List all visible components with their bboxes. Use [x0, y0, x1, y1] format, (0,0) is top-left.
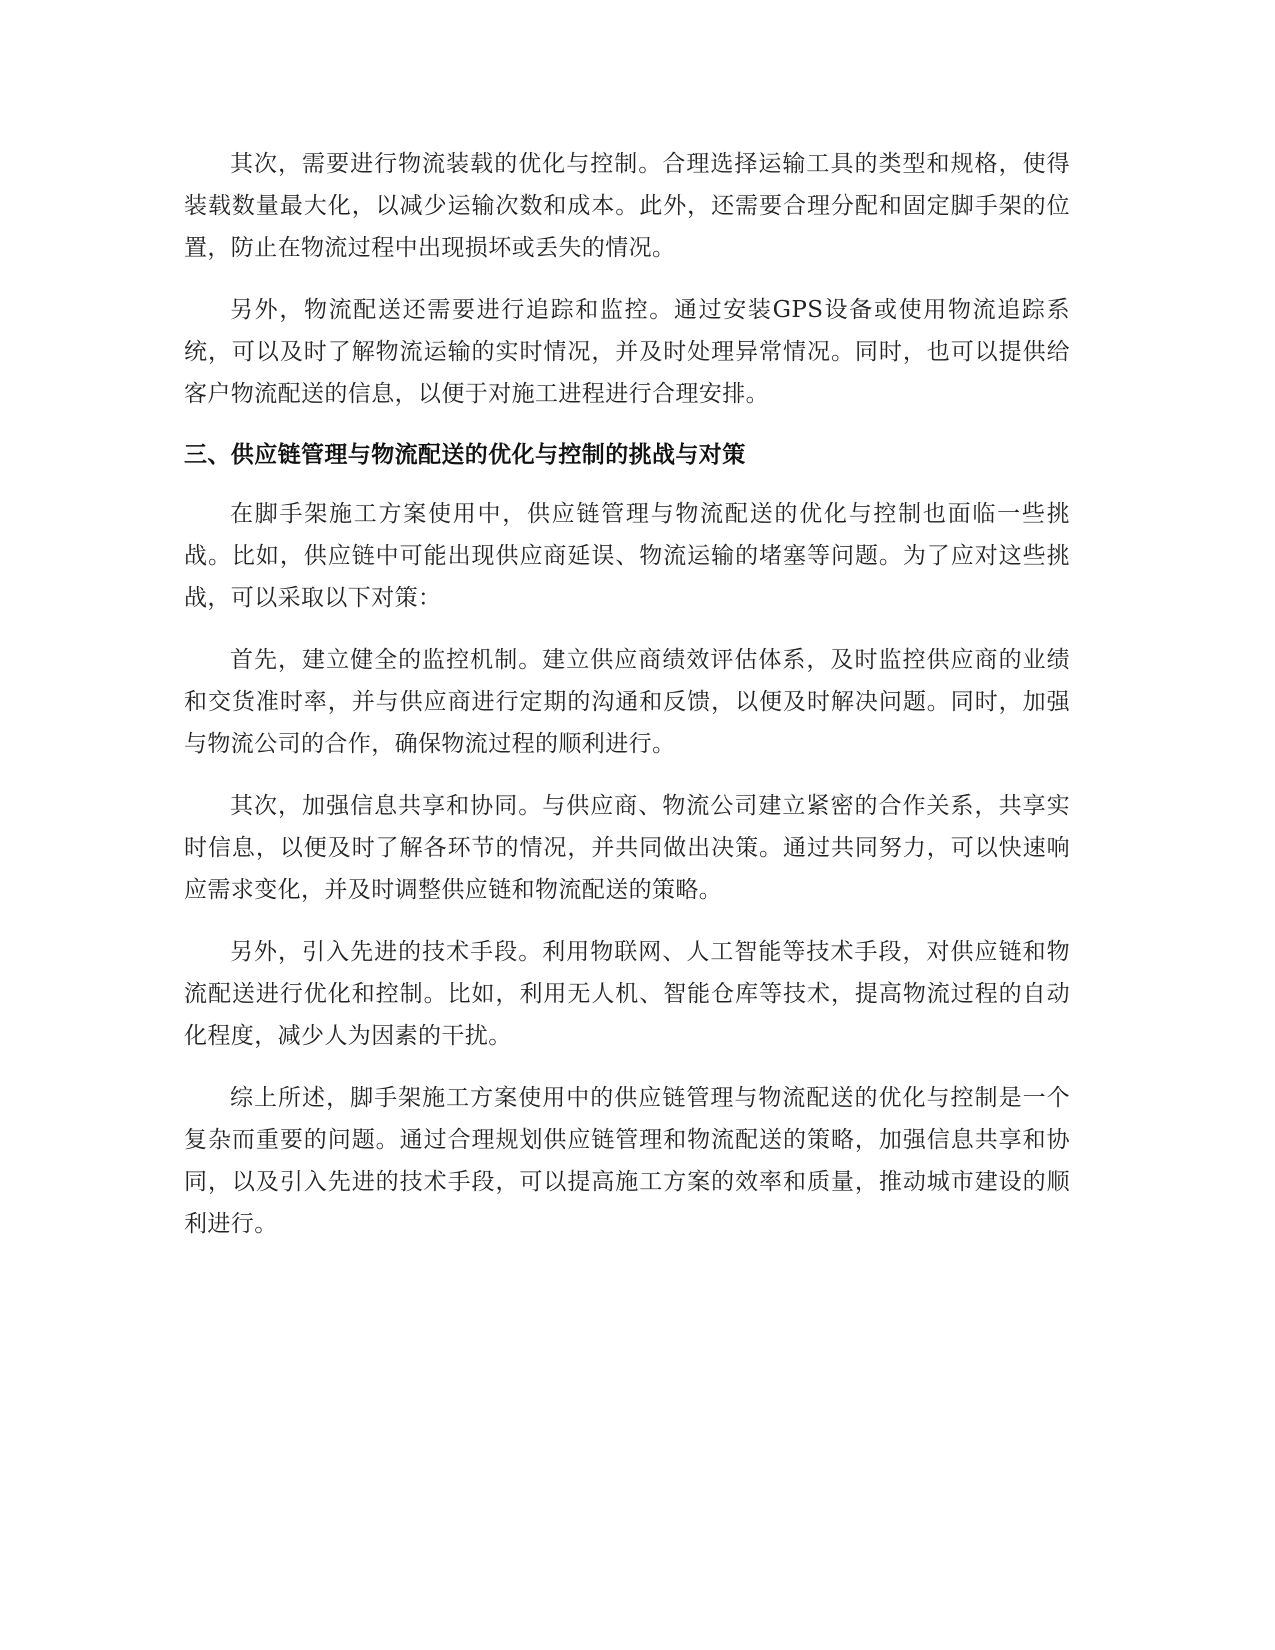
paragraph-advanced-technology: 另外，引入先进的技术手段。利用物联网、人工智能等技术手段，对供应链和物流配送进行优化和控制。比如，利用无人机、智能仓库等技术，提高物流过程的自动化程度，减少人为因素的干扰。	[184, 939, 1070, 1049]
paragraph-conclusion: 综上所述，脚手架施工方案使用中的供应链管理与物流配送的优化与控制是一个复杂而重要的问题。通过合理规划供应链管理和物流配送的策略，加强信息共享和协同，以及引入先进的技术手段，可以提高施工方案的效率和质量，推动城市建设的顺利进行。	[184, 1085, 1070, 1237]
section-heading: 三、供应链管理与物流配送的优化与控制的挑战与对策	[184, 442, 746, 468]
paragraph-challenges: 在脚手架施工方案使用中，供应链管理与物流配送的优化与控制也面临一些挑战。比如，供应链中可能出现供应商延误、物流运输的堵塞等问题。为了应对这些挑战，可以采取以下对策：	[184, 501, 1070, 611]
paragraph-monitoring-mechanism: 首先，建立健全的监控机制。建立供应商绩效评估体系，及时监控供应商的业绩和交货准时率，并与供应商进行定期的沟通和反馈，以便及时解决问题。同时，加强与物流公司的合作，确保物流过程的顺利进行。	[184, 647, 1070, 757]
paragraph-loading-optimization: 其次，需要进行物流装载的优化与控制。合理选择运输工具的类型和规格，使得装载数量最大化，以减少运输次数和成本。此外，还需要合理分配和固定脚手架的位置，防止在物流过程中出现损坏或丢失的情况。	[184, 151, 1070, 261]
paragraph-information-sharing: 其次，加强信息共享和协同。与供应商、物流公司建立紧密的合作关系，共享实时信息，以便及时了解各环节的情况，并共同做出决策。通过共同努力，可以快速响应需求变化，并及时调整供应链和物流配送的策略。	[184, 793, 1070, 903]
paragraph-tracking-monitoring: 另外，物流配送还需要进行追踪和监控。通过安装GPS设备或使用物流追踪系统，可以及时了解物流运输的实时情况，并及时处理异常情况。同时，也可以提供给客户物流配送的信息，以便于对施工进程进行合理安排。	[184, 297, 1070, 407]
document-page	[184, 143, 1070, 1265]
